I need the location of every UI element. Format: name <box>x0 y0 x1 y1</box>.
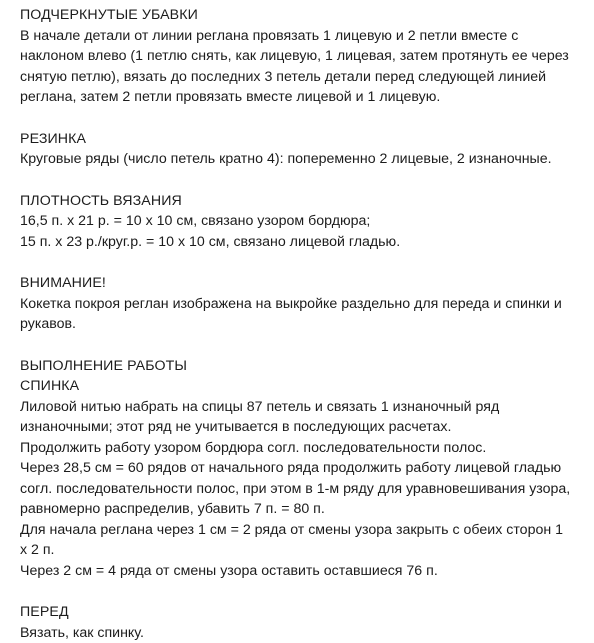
paragraph-line: Вязать, как спинку. <box>20 623 578 643</box>
section-subheading: СПИНКА <box>20 376 578 397</box>
paragraph-line: равномерно распределив, убавить 7 п. = 80 п. <box>20 499 578 520</box>
paragraph-line: Лиловой нитью набрать на спицы 87 петель и связать 1 изнаночный ряд <box>20 397 578 418</box>
paragraph-line: снятую петлю), вязать до последних 3 петель детали перед следующей линией <box>20 67 578 88</box>
paragraph-line: 15 п. х 23 р./круг.р. = 10 х 10 см, связано лицевой гладью. <box>20 232 578 253</box>
section-heading: ПЛОТНОСТЬ ВЯЗАНИЯ <box>20 191 578 212</box>
paragraph-line: Круговые ряды (число петель кратно 4): попеременно 2 лицевые, 2 изнаночные. <box>20 149 578 170</box>
paragraph-line: Кокетка покроя реглан изображена на выкройке раздельно для переда и спинки и <box>20 294 578 315</box>
section-heading: ВЫПОЛНЕНИЕ РАБОТЫ <box>20 356 578 377</box>
paragraph-line: согл. последовательности полос, при этом в 1-м ряду для уравновешивания узора, <box>20 479 578 500</box>
paragraph-line: наклоном влево (1 петлю снять, как лицевую, 1 лицевая, затем протянуть ее через <box>20 46 578 67</box>
paragraph-line: Для начала реглана через 1 см = 2 ряда от смены узора закрыть с обеих сторон 1 <box>20 520 578 541</box>
section-heading: РЕЗИНКА <box>20 129 578 150</box>
paragraph-line: изнаночными; этот ряд не учитывается в последующих расчетах. <box>20 417 578 438</box>
paragraph-line: Продолжить работу узором бордюра согл. последовательности полос. <box>20 438 578 459</box>
section-work-instructions <box>20 356 578 582</box>
paragraph-line: х 2 п. <box>20 540 578 561</box>
section-gauge <box>20 191 578 253</box>
paragraph-line: В начале детали от линии реглана провязать 1 лицевую и 2 петли вместе с <box>20 26 578 47</box>
paragraph-line: рукавов. <box>20 314 578 335</box>
section-front <box>20 602 578 643</box>
paragraph-line: Через 28,5 см = 60 рядов от начального ряда продолжить работу лицевой гладью <box>20 458 578 479</box>
section-attention <box>20 273 578 335</box>
section-underlined-decreases <box>20 5 578 108</box>
section-heading: ВНИМАНИЕ! <box>20 273 578 294</box>
section-ribbing <box>20 129 578 170</box>
paragraph-line: 16,5 п. х 21 р. = 10 х 10 см, связано узором бордюра; <box>20 211 578 232</box>
section-heading: ПЕРЕД <box>20 602 578 623</box>
paragraph-line: реглана, затем 2 петли провязать вместе лицевой и 1 лицевую. <box>20 87 578 108</box>
section-heading: ПОДЧЕРКНУТЫЕ УБАВКИ <box>20 5 578 26</box>
paragraph-line: Через 2 см = 4 ряда от смены узора оставить оставшиеся 76 п. <box>20 561 578 582</box>
